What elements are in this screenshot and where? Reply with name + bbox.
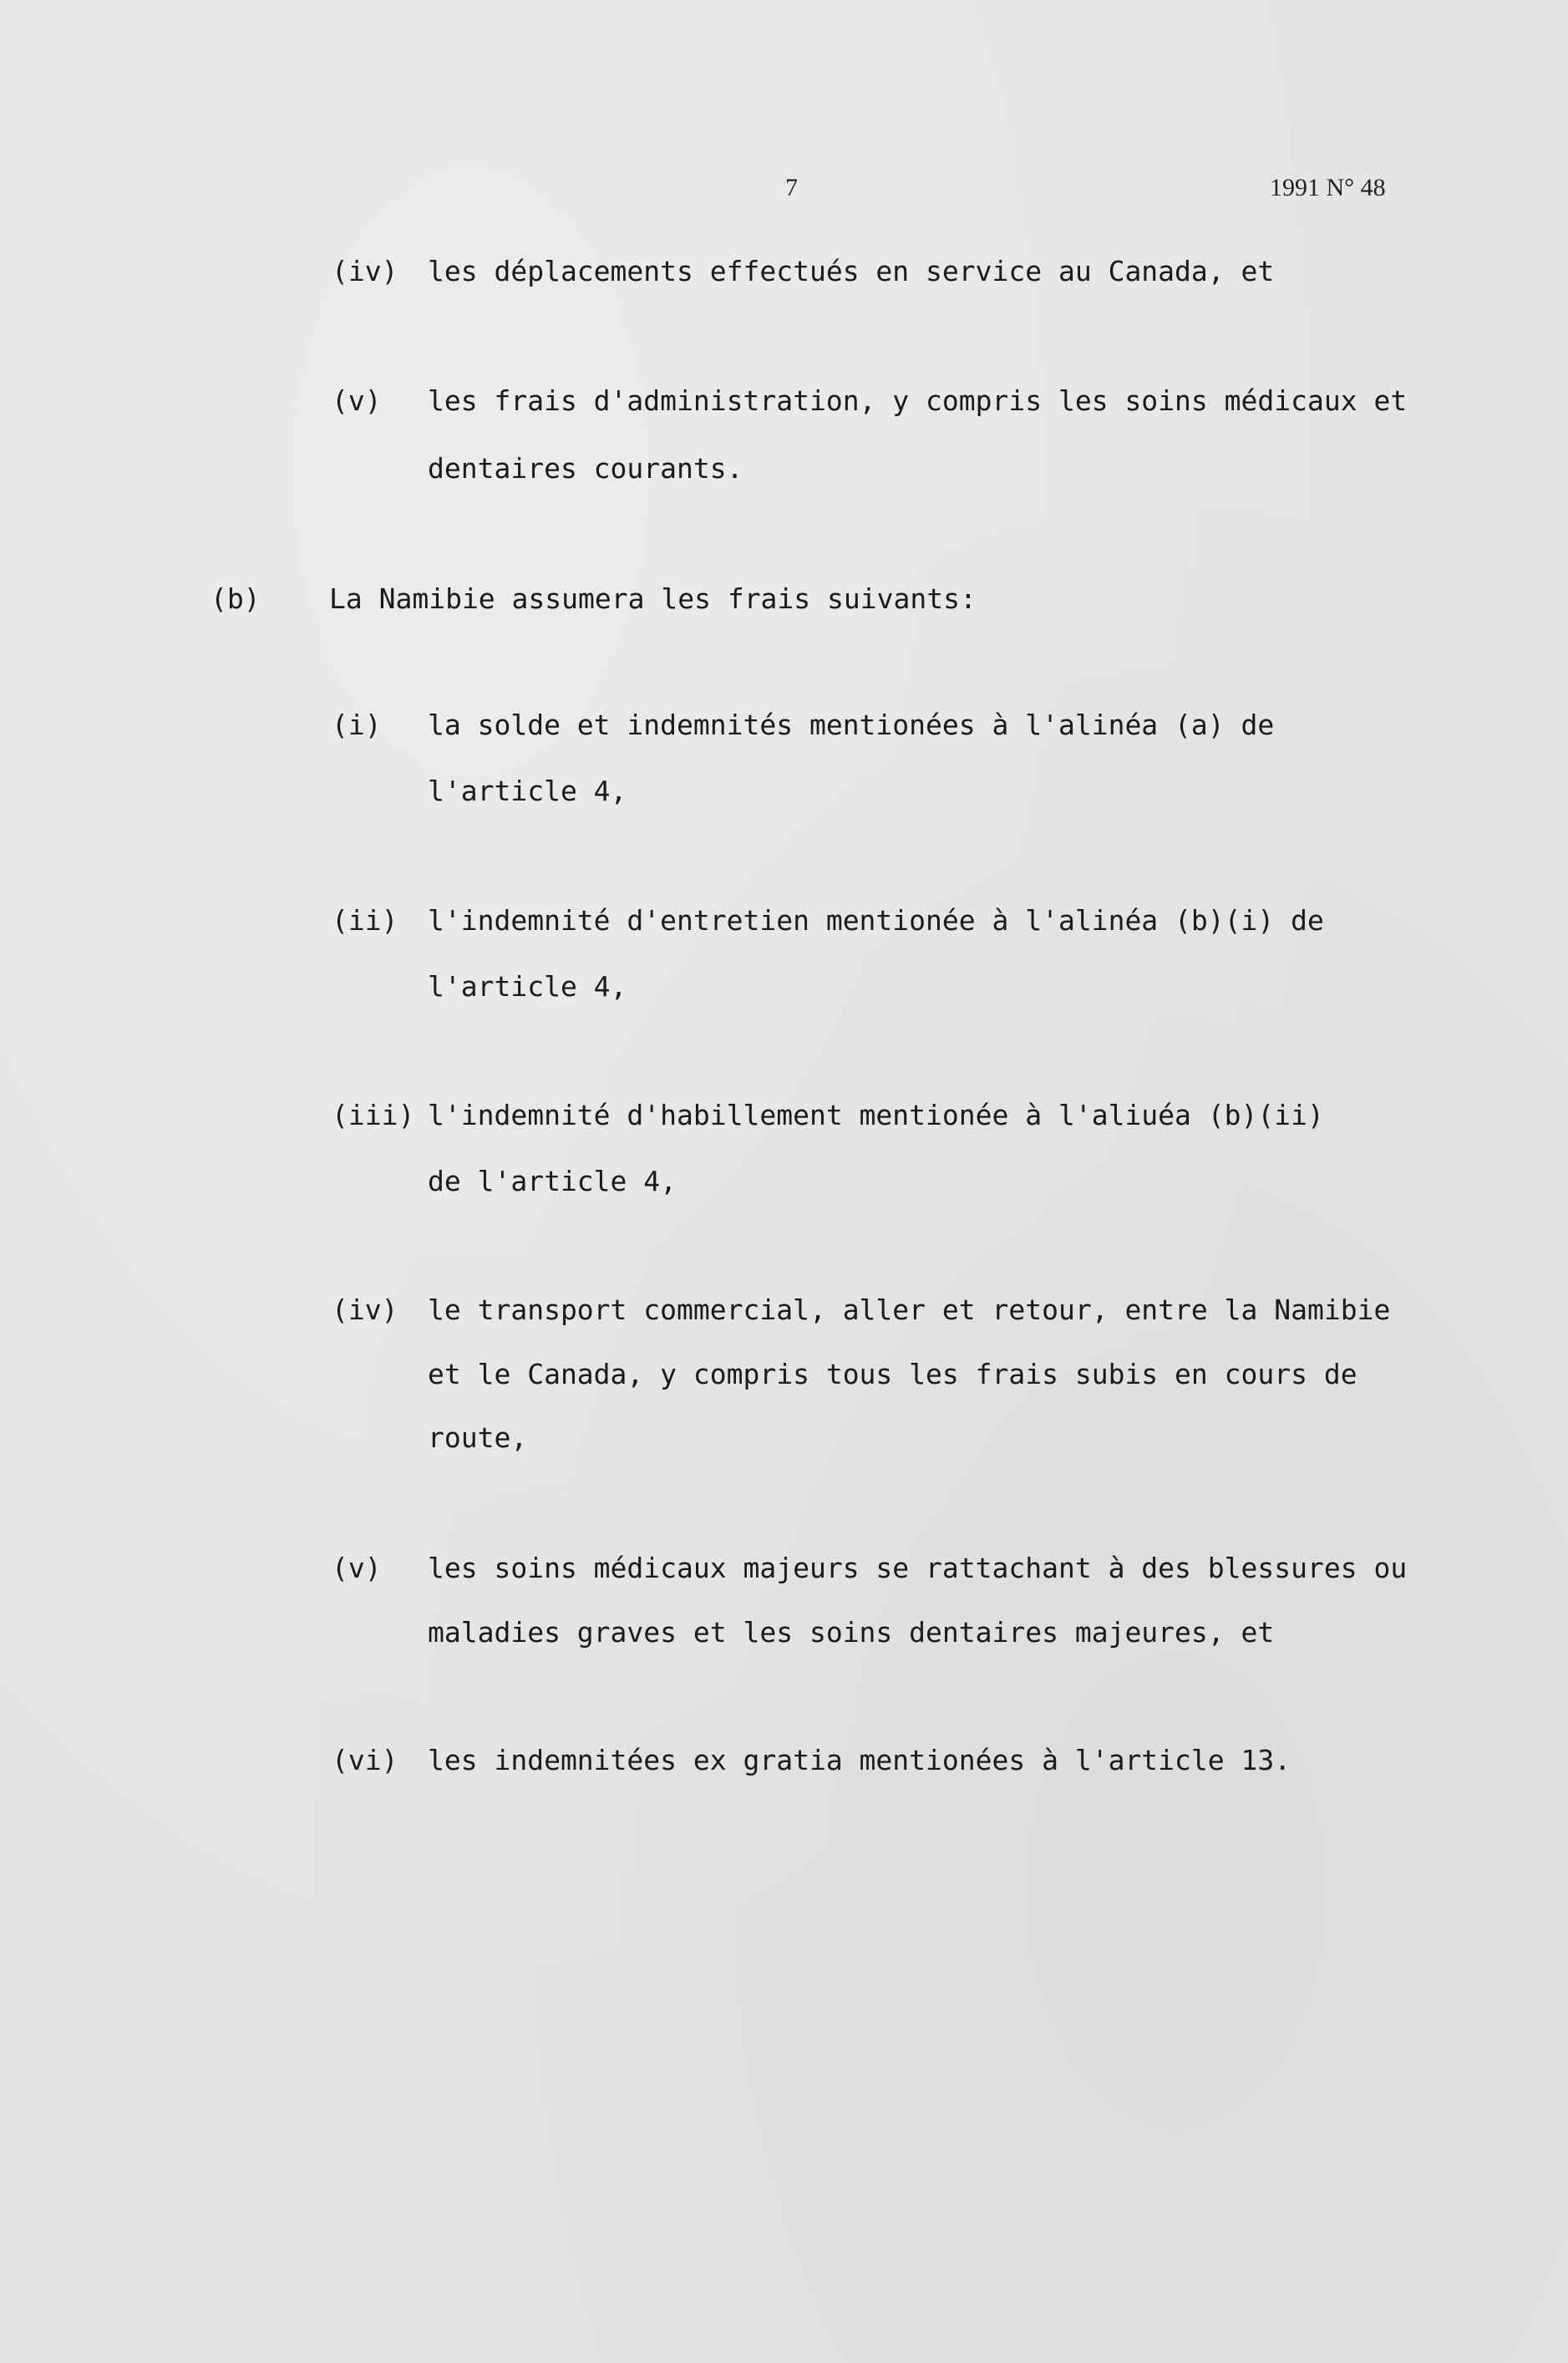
item-marker: (v) [332, 384, 382, 417]
item-text-line: l'article 4, [428, 970, 627, 1003]
item-text-line: les indemnitées ex gratia mentionées à l'article 13. [428, 1744, 1291, 1776]
item-text-line: maladies graves et les soins dentaires majeures, et [428, 1616, 1275, 1649]
item-marker: (i) [332, 709, 382, 741]
document-reference: 1991 N° 48 [1270, 174, 1386, 201]
item-text-line: les déplacements effectués en service au Canada, et [428, 255, 1275, 287]
item-marker: (ii) [332, 904, 398, 937]
item-marker: (iii) [332, 1099, 415, 1131]
item-marker: (vi) [332, 1744, 398, 1776]
item-text-line: route, [428, 1421, 528, 1454]
item-text-line: de l'article 4, [428, 1165, 677, 1197]
item-marker: (iv) [332, 255, 398, 287]
item-marker: (iv) [332, 1293, 398, 1326]
item-marker: (v) [332, 1552, 382, 1584]
item-text-line: le transport commercial, aller et retour, entre la Namibie [428, 1293, 1391, 1326]
item-text-line: l'indemnité d'habillement mentionée à l'aliuéa (b)(ii) [428, 1099, 1324, 1131]
item-text-line: La Namibie assumera les frais suivants: [329, 582, 977, 615]
item-marker: (b) [211, 582, 261, 615]
item-text-line: la solde et indemnités mentionées à l'alinéa (a) de [428, 709, 1275, 741]
item-text-line: l'indemnité d'entretien mentionée à l'alinéa (b)(i) de [428, 904, 1324, 937]
item-text-line: dentaires courants. [428, 452, 743, 485]
item-text-line: les frais d'administration, y compris les soins médicaux et [428, 384, 1408, 417]
item-text-line: et le Canada, y compris tous les frais subis en cours de [428, 1358, 1357, 1390]
item-text-line: l'article 4, [428, 775, 627, 807]
item-text-line: les soins médicaux majeurs se rattachant à des blessures ou [428, 1552, 1408, 1584]
page-number: 7 [785, 174, 798, 201]
